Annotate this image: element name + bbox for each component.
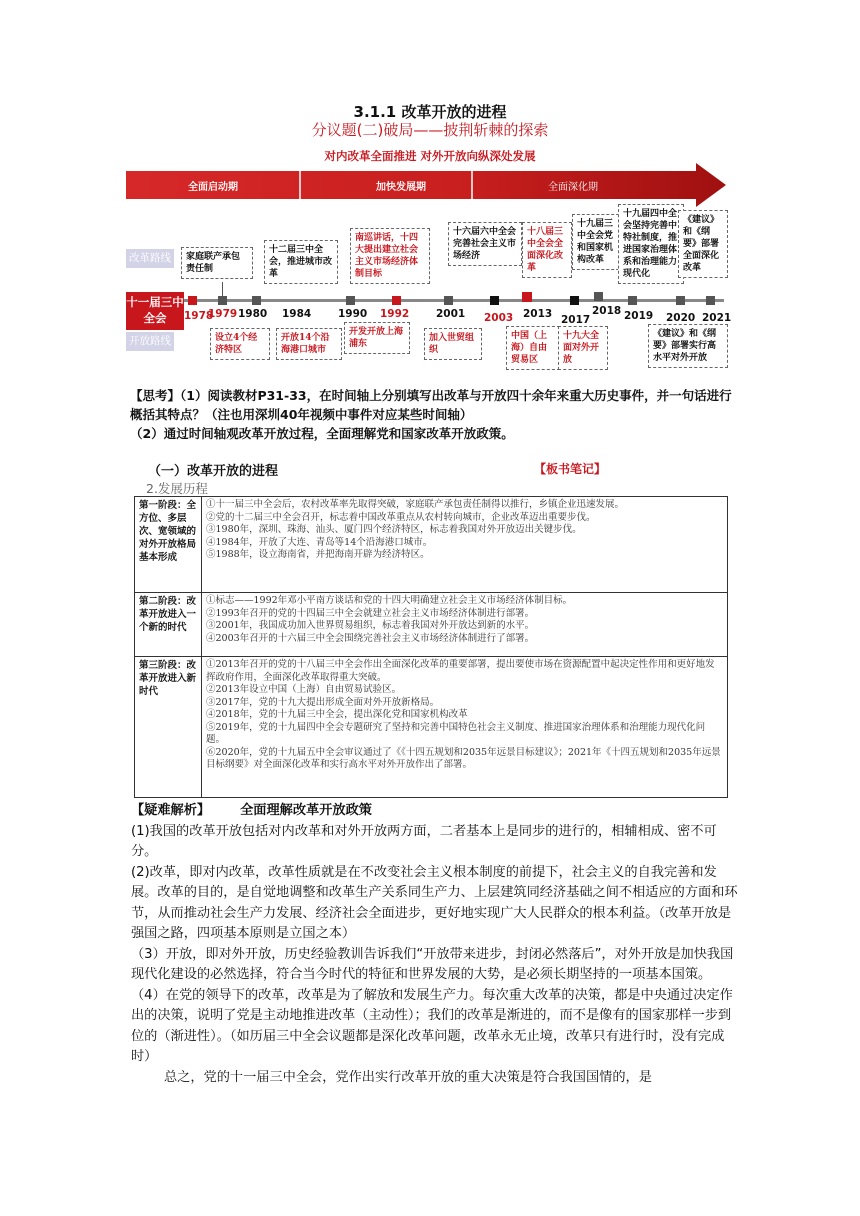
stage-line: ⑥2020年，党的十九届五中全会审议通过了《《十四五规划和2035年远景目标建议》；2021年《十四五规划和2035年远景目标纲要》对全面深化改革和实行高水平对外开放作出了部署。 xyxy=(206,746,721,770)
marker-1990 xyxy=(346,296,355,305)
plenum-tag: 十一届三中全会 xyxy=(126,292,184,330)
analysis-heading-topic: 全面理解改革开放政策 xyxy=(240,803,372,818)
stage-label-3: 全面深化期 xyxy=(548,182,598,193)
marker-1979 xyxy=(218,296,227,305)
marker-1978 xyxy=(188,296,197,305)
marker-2017 xyxy=(570,296,579,305)
stage-line: ③2017年，党的十九大提出形成全面对外开放新格局。 xyxy=(206,696,440,708)
table-row xyxy=(135,657,728,798)
year-label: 2019 xyxy=(624,310,654,322)
think-block xyxy=(130,386,742,443)
stage-line: ①十一届三中全会后，农村改革率先取得突破，家庭联产承包责任制得以推行，乡镇企业迅速发展。 xyxy=(206,499,625,510)
reform-event: 十九届四中全会坚持完善中特社制度，推进国家治理体系和治理能力现代化 xyxy=(618,204,684,284)
stage-head: 第三阶段：改革开放进入新时代 xyxy=(135,657,202,798)
year-label: 1992 xyxy=(380,308,410,320)
analysis-heading xyxy=(131,801,743,822)
year-label: 2017 xyxy=(561,314,591,326)
open-event: 开放14个沿海港口城市 xyxy=(276,328,342,360)
stage-line: ⑤2019年，党的十九届四中全会专题研究了坚持和完善中国特色社会主义制度、推进国家治理体系和治理能力现代化问题。 xyxy=(206,721,706,745)
stage-line: ⑤1988年，设立海南省，并把海南开辟为经济特区。 xyxy=(206,549,430,560)
year-label: 2020 xyxy=(666,312,696,324)
table-row xyxy=(135,593,728,657)
year-label: 1978 xyxy=(184,310,214,322)
stage-content xyxy=(202,657,728,798)
analysis-paragraph: （4）在党的领导下的改革，改革是为了解放和发展生产力。每次重大改革的决策，都是中央通过决定作出的决策，说明了党是主动地推进改革（主动性）；我们的改革是渐进的，而不是像有的国家那样一步到位的（渐进性）。（如历届三中全会议题都是深化改革问题，改革永无止境，改革只有进行时，没有完成时） xyxy=(131,987,733,1064)
marker-1984 xyxy=(252,296,261,305)
sub-title: 2.发展历程 xyxy=(146,481,208,496)
timeline-axis xyxy=(184,299,724,302)
stage-line: ④2003年召开的十六届三中全会围绕完善社会主义市场经济体制进行了部署。 xyxy=(206,632,535,644)
stage-head: 第一阶段：全方位、多层次、宽领域的对外开放格局基本形成 xyxy=(135,497,202,593)
year-label: 2001 xyxy=(436,308,466,320)
year-label: 2003 xyxy=(484,312,514,324)
open-event: 中国（上海）自由贸易区 xyxy=(506,326,560,370)
board-notes-label: 【板书笔记】 xyxy=(534,462,607,476)
marker-2013 xyxy=(522,292,532,302)
year-label: 1979 xyxy=(208,308,238,320)
stages-table xyxy=(134,496,728,798)
reform-event: 十六届六中全会完善社会主义市场经济 xyxy=(448,222,522,266)
marker-2018 xyxy=(594,292,603,301)
open-line-tag: 开放路线 xyxy=(126,332,174,351)
marker-1992 xyxy=(392,296,401,305)
open-event: 开发开放上海浦东 xyxy=(344,322,410,354)
timeline-headline: 对内改革全面推进 对外开放向纵深处发展 xyxy=(324,149,536,163)
think-line: 【思考】（1）阅读教材P31-33，在时间轴上分别填写出改革与开放四十余年来重大历史事件，并一句话进行概括其特点？（注也用深圳40年视频中事件对应某些时间轴） xyxy=(130,388,732,422)
page-title: 3.1.1 改革开放的进程 xyxy=(353,103,507,121)
stage-label-1: 全面启动期 xyxy=(188,182,238,193)
stage-content xyxy=(202,497,728,593)
analysis-heading-label: 【疑难解析】 xyxy=(131,803,211,818)
connector xyxy=(222,282,223,296)
stage-label-2: 加快发展期 xyxy=(376,182,426,193)
reform-event: 南巡讲话，十四大提出建立社会主义市场经济体制目标 xyxy=(350,228,430,284)
reform-event: 十二届三中全会，推进城市改革 xyxy=(264,240,338,284)
year-label: 2021 xyxy=(702,312,732,324)
stage-line: ②党的十二届三中全会召开，标志着中国改革重点从农村转向城市，企业改革迈出重要步伐。 xyxy=(206,511,596,523)
stage-line: ②1993年召开的党的十四届三中全会就建立社会主义市场经济体制进行部署。 xyxy=(206,607,535,619)
think-line: （2）通过时间轴观改革开放过程，全面理解党和国家改革开放政策。 xyxy=(130,426,514,441)
stage-line: ②2013年设立中国（上海）自由贸易试验区。 xyxy=(206,684,402,695)
open-event: 十九大全面对外开放 xyxy=(558,326,608,370)
stage-line: ①2013年召开的党的十八届三中全会作出全面深化改革的重要部署，提出要使市场在资源配置中起决定性作用和更好地发挥政府作用，全面深化改革取得重大突破。 xyxy=(206,659,715,683)
year-label: 1980 xyxy=(238,308,268,320)
reform-event: 《建议》和《纲要》部署全面深化改革 xyxy=(678,210,728,278)
reform-event: 家庭联产承包责任制 xyxy=(181,247,253,279)
open-event: 设立4个经济特区 xyxy=(210,328,270,360)
analysis-paragraph: (2)改革，即对内改革，改革性质就是在不改变社会主义根本制度的前提下，社会主义的自我完善和发展。改革的目的，是自觉地调整和改革生产关系同生产力、上层建筑同经济基础之间不相适应的方面和环节，从而推动社会生产力发展、经济社会全面进步，更好地实现广大人民群众的根本利益。（改革开放是强国之路，四项基本原则是立国之本） xyxy=(131,864,738,941)
stage-line: ③1980年，深圳、珠海、汕头、厦门四个经济特区，标志着我国对外开放迈出关键步伐。 xyxy=(206,524,582,535)
analysis-block xyxy=(131,801,743,1088)
year-label: 1984 xyxy=(282,308,312,320)
analysis-paragraph: 总之，党的十一届三中全会，党作出实行改革开放的重大决策是符合我国国情的，是 xyxy=(164,1069,652,1085)
analysis-paragraph: （3）开放，即对外开放，历史经验教训告诉我们“开放带来进步，封闭必然落后”，对外开放是加快我国现代化建设的必然选择，符合当今时代的特征和世界发展的大势，是必须长期坚持的一项基本国策。 xyxy=(131,946,734,982)
stage-line: ①标志——1992年邓小平南方谈话和党的十四大明确建立社会主义市场经济体制目标。 xyxy=(206,595,573,606)
stage-head: 第二阶段：改革开放进入一个新的时代 xyxy=(135,593,202,657)
reform-event: 十九届三中全会党和国家机构改革 xyxy=(572,214,624,270)
marker-2003 xyxy=(490,296,499,305)
stage-content xyxy=(202,593,728,657)
stage-line: ③2001年，我国成功加入世界贸易组织，标志着我国对外开放达到新的水平。 xyxy=(206,620,535,631)
year-label: 2018 xyxy=(592,305,622,317)
marker-2020 xyxy=(676,296,685,305)
stage-line: ④1984年，开放了大连、青岛等14个沿海港口城市。 xyxy=(206,536,433,548)
marker-2019 xyxy=(628,296,637,305)
section-title: （一）改革开放的进程 xyxy=(148,464,279,479)
open-event: 《建议》和《纲要》部署实行高水平对外开放 xyxy=(648,324,728,368)
year-label: 1990 xyxy=(338,308,368,320)
table-row xyxy=(135,497,728,593)
marker-2001 xyxy=(444,296,453,305)
reform-event: 十八届三中全会全面深化改革 xyxy=(522,222,572,278)
reform-line-tag: 改革路线 xyxy=(126,249,174,268)
marker-2021 xyxy=(706,296,715,305)
page-subtitle: 分议题(二)破局——披荆斩棘的探索 xyxy=(311,121,549,139)
stage-line: ④2018年，党的十九届三中全会，提出深化党和国家机构改革 xyxy=(206,709,468,720)
open-event: 加入世贸组织 xyxy=(424,328,482,360)
analysis-paragraph: (1)我国的改革开放包括对内改革和对外开放两方面，二者基本上是同步的进行的，相辅相成、密不可分。 xyxy=(131,823,717,859)
year-label: 2013 xyxy=(523,308,553,320)
